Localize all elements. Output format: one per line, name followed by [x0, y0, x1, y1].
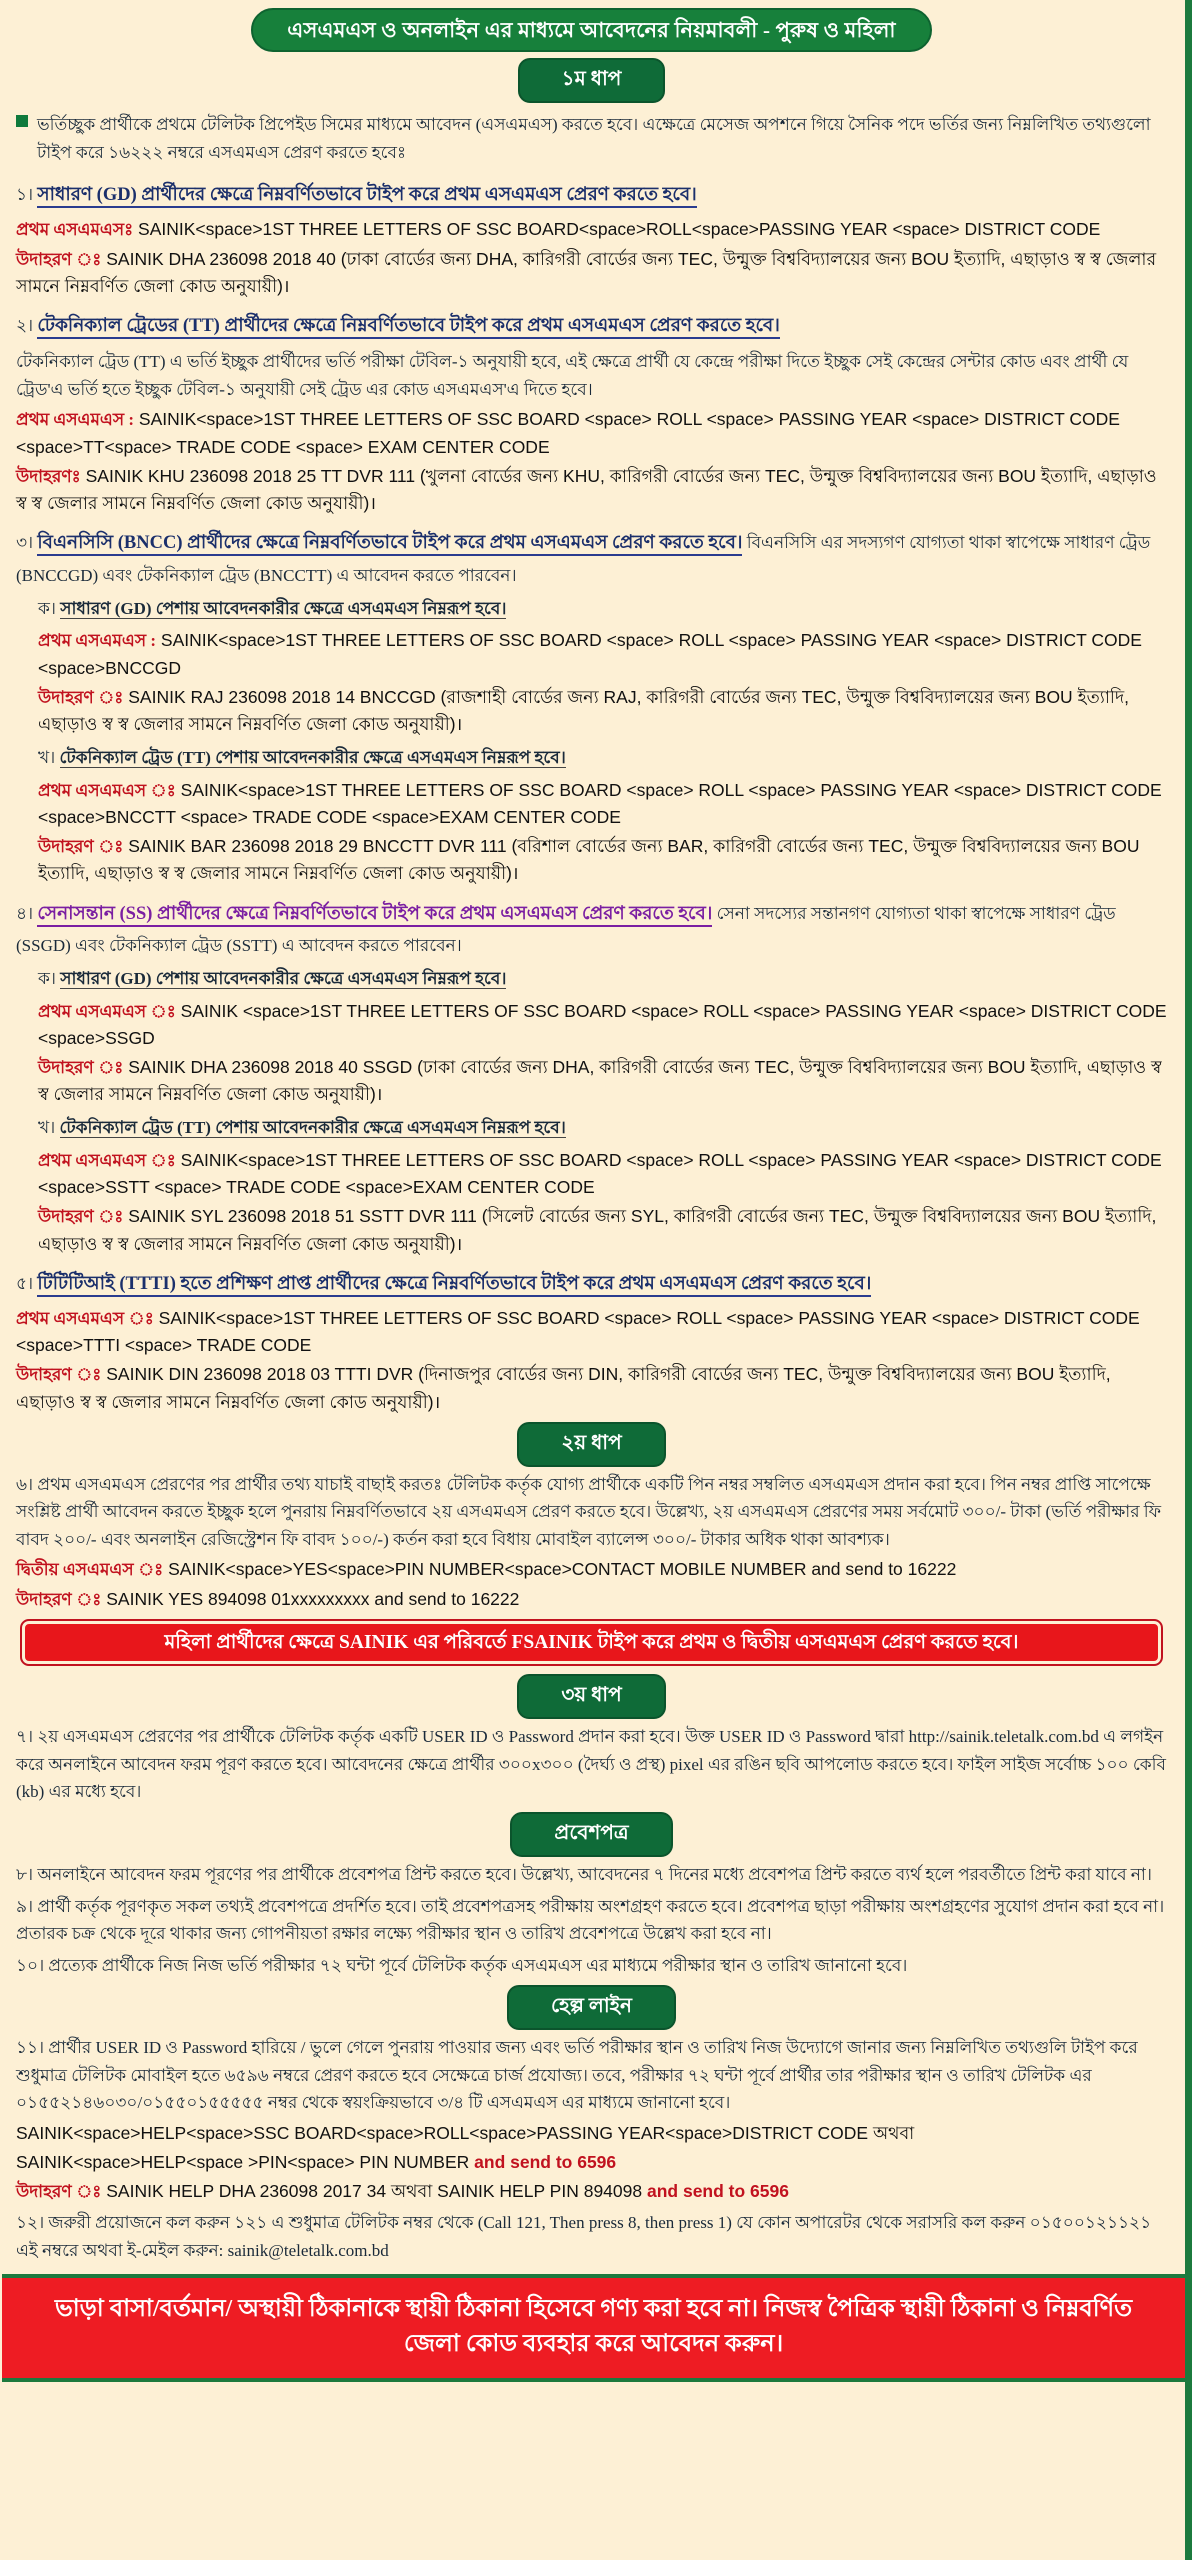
ss-tt-headline: [38, 1112, 1167, 1144]
section-gd-number: ১।: [16, 185, 34, 205]
section-tt-note: টেকনিক্যাল ট্রেড (TT) এ ভর্তি ইচ্ছুক প্রার্থীদের ভর্তি পরীক্ষা টেবিল-১ অনুযায়ী হবে, এই ক্ষেত্রে প্রার্থী যে কেন্দ্রে পরীক্ষা দিতে ইচ্ছুক সেই কেন্দ্রের সেন্টার কোড এবং প্রার্থী যে ট্রেড'এ ভর্তি হতে ইচ্ছুক টেবিল-১ অনুযায়ী সেই ট্রেড এর কোড এসএমএস'এ দিতে হবে।: [16, 352, 1129, 399]
section-ttti-heading: টিটিটিআই (TTTI) হতে প্রশিক্ষণ প্রাপ্ত প্রার্থীদের ক্ষেত্রে নিম্নবর্ণিতভাবে টাইপ করে প্রথম এসএমএস প্রেরণ করতে হবে।: [37, 1274, 871, 1297]
step2-item6: ৬। প্রথম এসএমএস প্রেরণের পর প্রার্থীর তথ্য যাচাই বাছাই করতঃ টেলিটক কর্তৃক যোগ্য প্রার্থীকে একটি পিন নম্বর সম্বলিত এসএমএস প্রদান করা হবে। পিন নম্বর প্রাপ্তি সাপেক্ষে সংশ্লিষ্ট প্রার্থী আবেদন করতে ইচ্ছুক হলে পুনরায় নিম্নবর্ণিতভাবে ২য় এসএমএস প্রেরণ করতে হবে। উল্লেখ্য, ২য় এসএমএস প্রেরণের সময় সর্বমোট ৩০০/- টাকা (ভর্তি পরীক্ষার ফি বাবদ ২০০/- এবং অনলাইন রেজিস্ট্রেশন ফি বাবদ ১০০/-) কর্তন করা হবে বিধায় মোবাইল ব্যালেন্স ৩০০/- টাকার অধিক থাকা আবশ্যক।: [16, 1474, 1162, 1549]
section-gd-sms-line: [16, 216, 1167, 243]
section-ttti-headline: [16, 1267, 1167, 1302]
section-tt-sms-label: প্রথম এসএমএস: [16, 410, 125, 430]
ss-tt-sms-format: SAINIK<space>1ST THREE LETTERS OF SSC BOARD <space> ROLL <space> PASSING YEAR <space> DISTRICT CODE <space>SSTT <space> TRADE CODE <space>EXAM CENTER CODE: [38, 1149, 1162, 1198]
admit-item8: ৮। অনলাইনে আবেদন ফরম পূরণের পর প্রার্থীকে প্রবেশপত্র প্রিন্ট করতে হবে। উল্লেখ্য, আবেদনের ৭ দিনের মধ্যে প্রবেশপত্র প্রিন্ট করতে ব্যর্থ হলে পরবর্তীতে প্রিন্ট করা যাবে না।: [16, 1864, 1152, 1884]
step3-pill-wrap: [16, 1674, 1167, 1719]
section-ss-number: ৪।: [16, 903, 34, 923]
ss-gd-sms-line: প্রথম এসএমএস ঃ SAINIK <space>1ST THREE LETTERS OF SSC BOARD <space> ROLL <space> PASSING YEAR <space> DISTRICT CODE <space>SSGD: [38, 1000, 1167, 1048]
step2-example-line: উদাহরণ ঃ SAINIK YES 894098 01xxxxxxxxx and send to 16222: [16, 1588, 520, 1609]
section-tt-heading: টেকনিক্যাল ট্রেডের (TT) প্রার্থীদের ক্ষেত্রে নিম্নবর্ণিতভাবে টাইপ করে প্রথম এসএমএস প্রেরণ করতে হবে।: [37, 316, 779, 339]
step3-item7: ৭। ২য় এসএমএস প্রেরণের পর প্রার্থীকে টেলিটক কর্তৃক একটি USER ID ও Password প্রদান করা হবে। উক্ত USER ID ও Password দ্বারা http://sainik.teletalk.com.bd এ লগইন করে অনলাইনে আবেদন ফরম পূরণ করতে হবে। আবেদনের ক্ষেত্রে প্রার্থীর ৩০০x৩০০ (দৈর্ঘ্য ও প্রস্থ) pixel এর রঙিন ছবি আপলোড করতে হবে। ফাইল সাইজ সর্বোচ্চ ১০০ কেবি (kb) এর মধ্যে হবে।: [16, 1727, 1166, 1802]
ss-gd-sms-label: প্রথম এসএমএস: [38, 1001, 147, 1021]
bncc-tt-example-label: উদাহরণ: [38, 837, 94, 857]
intro-text: ভর্তিচ্ছুক প্রার্থীকে প্রথমে টেলিটক প্রিপেইড সিমের মাধ্যমে আবেদন (এসএমএস) করতে হবে। এক্ষেত্রে মেসেজ অপশনে গিয়ে সৈনিক পদে ভর্তির জন্য নিম্নলিখিত তথ্যগুলো টাইপ করে ১৬২২২ নম্বরে এসএমএস প্রেরণ করতে হবেঃ: [37, 115, 1151, 162]
section-gd-heading: সাধারণ (GD) প্রার্থীদের ক্ষেত্রে নিম্নবর্ণিতভাবে টাইপ করে প্রথম এসএমএস প্রেরণ করতে হবে।: [37, 185, 696, 208]
ss-tt-heading: টেকনিক্যাল ট্রেড (TT) পেশায় আবেদনকারীর ক্ষেত্রে এসএমএস নিম্নরূপ হবে।: [59, 1118, 566, 1138]
female-candidate-banner: মহিলা প্রার্থীদের ক্ষেত্রে SAINIK এর পরিবর্তে FSAINIK টাইপ করে প্রথম ও দ্বিতীয় এসএমএস প্রেরণ করতে হবে।: [22, 1621, 1161, 1664]
section-ttti-example: SAINIK DIN 236098 2018 03 TTTI DVR (দিনাজপুর বোর্ডের জন্য DIN, কারিগরী বোর্ডের জন্য TEC, উন্মুক্ত বিশ্ববিদ্যালয়ের জন্য BOU ইত্যাদি, এছাড়াও স্ব স্ব জেলার সামনে নিম্নবর্ণিত জেলা কোড অনুযায়ী)।: [16, 1364, 1111, 1412]
bncc-gd-sms-label: প্রথম এসএমএস: [38, 631, 147, 651]
section-tt-example-label: উদাহরণঃ: [16, 466, 81, 486]
step2-example-label: উদাহরণ: [16, 1589, 72, 1609]
helpline-example-line: [16, 2178, 1167, 2205]
section-tt-number: ২।: [16, 316, 34, 336]
bncc-gd-headline: [38, 593, 1167, 625]
ss-tt-sms-line: প্রথম এসএমএস ঃ SAINIK<space>1ST THREE LETTERS OF SSC BOARD <space> ROLL <space> PASSING YEAR <space> DISTRICT CODE <space>SSTT <space> TRADE CODE <space>EXAM CENTER CODE: [38, 1149, 1162, 1198]
title-banner-wrap: [16, 8, 1167, 52]
ss-tt-sms-label: প্রথম এসএমএস: [38, 1150, 147, 1170]
ss-tt-label: খ।: [38, 1118, 56, 1138]
ss-gd-sms-format: SAINIK <space>1ST THREE LETTERS OF SSC BOARD <space> ROLL <space> PASSING YEAR <space> DISTRICT CODE <space>SSGD: [38, 1000, 1167, 1048]
bncc-tt-example: SAINIK BAR 236098 2018 29 BNCCTT DVR 111 (বরিশাল বোর্ডের জন্য BAR, কারিগরী বোর্ডের জন্য TEC, উন্মুক্ত বিশ্ববিদ্যালয়ের জন্য BOU ইত্যাদি, এছাড়াও স্ব স্ব জেলার সামনে নিম্নবর্ণিত জেলা কোড অনুযায়ী)।: [38, 836, 1140, 884]
section-bncc-sub-tt: [38, 742, 1167, 887]
step1-pill-wrap: [16, 58, 1167, 103]
section-ttti-example-line: উদাহরণ ঃ SAINIK DIN 236098 2018 03 TTTI DVR (দিনাজপুর বোর্ডের জন্য DIN, কারিগরী বোর্ডের জন্য TEC, উন্মুক্ত বিশ্ববিদ্যালয়ের জন্য BOU ইত্যাদি, এছাড়াও স্ব স্ব জেলার সামনে নিম্নবর্ণিত জেলা কোড অনুযায়ী)।: [16, 1364, 1111, 1412]
bncc-gd-heading: সাধারণ (GD) পেশায় আবেদনকারীর ক্ষেত্রে এসএমএস নিম্নরূপ হবে।: [60, 599, 507, 619]
section-tt-headline: [16, 309, 1167, 344]
admit-item10: ১০। প্রত্যেক প্রার্থীকে নিজ নিজ ভর্তি পরীক্ষার ৭২ ঘন্টা পূর্বে টেলিটক কর্তৃক এসএমএস এর মাধ্যমে পরীক্ষার স্থান ও তারিখ জানানো হবে।: [16, 1955, 908, 1975]
ss-gd-example-line: উদাহরণ ঃ SAINIK DHA 236098 2018 40 SSGD (ঢাকা বোর্ডের জন্য DHA, কারিগরী বোর্ডের জন্য TEC, উন্মুক্ত বিশ্ববিদ্যালয়ের জন্য BOU ইত্যাদি, এছাড়াও স্ব স্ব জেলার সামনে নিম্নবর্ণিত জেলা কোড অনুযায়ী)।: [38, 1056, 1162, 1105]
helpline-example-send: and send to 6596: [646, 2180, 789, 2201]
helpline-format1-line: [16, 2120, 1167, 2147]
section-ss: [16, 897, 1167, 1258]
section-tt: [16, 309, 1167, 517]
helpline-example-a: SAINIK HELP DHA 236098 2017 34: [106, 2180, 387, 2201]
helpline-format1-or: অথবা: [872, 2122, 915, 2143]
section-gd-example: SAINIK DHA 236098 2018 40 (ঢাকা বোর্ডের জন্য DHA, কারিগরী বোর্ডের জন্য TEC, উন্মুক্ত বিশ্ববিদ্যালয়ের জন্য BOU ইত্যাদি, এছাড়াও স্ব স্ব জেলার সামনে নিম্নবর্ণিত জেলা কোড অনুযায়ী)।: [16, 248, 1157, 297]
section-gd-example-label: উদাহরণ: [16, 249, 72, 269]
ss-gd-label: ক।: [38, 969, 56, 989]
section-ttti-sms-format: SAINIK<space>1ST THREE LETTERS OF SSC BOARD <space> ROLL <space> PASSING YEAR <space> DISTRICT CODE <space>TTTI <space> TRADE CODE: [16, 1307, 1140, 1356]
footer-warning-banner: ভাড়া বাসা/বর্তমান/ অস্থায়ী ঠিকানাকে স্থায়ী ঠিকানা হিসেবে গণ্য করা হবে না। নিজস্ব পৈত্রিক স্থায়ী ঠিকানা ও নিম্নবর্ণিত জেলা কোড ব্যবহার করে আবেদন করুন।: [2, 2274, 1185, 2382]
bncc-tt-sms-format: SAINIK<space>1ST THREE LETTERS OF SSC BOARD <space> ROLL <space> PASSING YEAR <space> DISTRICT CODE <space>BNCCTT <space> TRADE CODE <space>EXAM CENTER CODE: [38, 779, 1162, 827]
helpline-item11: ১১। প্রার্থীর USER ID ও Password হারিয়ে / ভুলে গেলে পুনরায় পাওয়ার জন্য এবং ভর্তি পরীক্ষার স্থান ও তারিখ নিজ উদ্যোগে জানার জন্য নিম্নলিখিত তথ্যগুলি টাইপ করে শুধুমাত্র টেলিটক মোবাইল হতে ৬৫৯৬ নম্বরে প্রেরণ করতে হবে সেক্ষেত্রে চার্জ প্রযোজ্য। তবে, পরীক্ষার ৭২ ঘন্টা পূর্বে প্রার্থীর তার পরীক্ষার স্থান ও তারিখ টেলিটক এর ০১৫৫২১৪৬০৩০/০১৫৫০১৫৫৫৫৫ নম্বর থেকে স্বয়ংক্রিয়ভাবে ৩/৪ টি এসএমএস এর মাধ্যমে জানানো হবে।: [16, 2038, 1138, 2113]
bncc-tt-sms-label: প্রথম এসএমএস: [38, 780, 147, 800]
section-gd-sms-format: SAINIK<space>1ST THREE LETTERS OF SSC BOARD<space>ROLL<space>PASSING YEAR <space> DISTRICT CODE: [138, 219, 1101, 240]
page-title: এসএমএস ও অনলাইন এর মাধ্যমে আবেদনের নিয়মাবলী - পুরুষ ও মহিলা: [251, 8, 931, 52]
bncc-tt-heading: টেকনিক্যাল ট্রেড (TT) পেশায় আবেদনকারীর ক্ষেত্রে এসএমএস নিম্নরূপ হবে।: [59, 748, 566, 768]
section-gd-sms-label: প্রথম এসএমএস: [16, 220, 134, 240]
bncc-gd-example-line: উদাহরণ ঃ SAINIK RAJ 236098 2018 14 BNCCGD (রাজশাহী বোর্ডের জন্য RAJ, কারিগরী বোর্ডের জন্য TEC, উন্মুক্ত বিশ্ববিদ্যালয়ের জন্য BOU ইত্যাদি, এছাড়াও স্ব স্ব জেলার সামনে নিম্নবর্ণিত জেলা কোড অনুযায়ী)।: [38, 686, 1129, 735]
section-ttti-sms-line: প্রথম এসএমএস ঃ SAINIK<space>1ST THREE LETTERS OF SSC BOARD <space> ROLL <space> PASSING YEAR <space> DISTRICT CODE <space>TTTI <space> TRADE CODE: [16, 1307, 1140, 1356]
helpline-example-or: অথবা: [390, 2180, 433, 2201]
section-tt-sms-line: প্রথম এসএমএস : SAINIK<space>1ST THREE LETTERS OF SSC BOARD <space> ROLL <space> PASSING YEAR <space> DISTRICT CODE <space>TT<space> TRADE CODE <space> EXAM CENTER CODE: [16, 409, 1120, 457]
section-ttti-example-label: উদাহরণ: [16, 1365, 72, 1385]
admit-card-pill-wrap: [16, 1812, 1167, 1857]
section-ss-sub-gd: [38, 963, 1167, 1108]
section-ttti-sms-label: প্রথম এসএমএস: [16, 1308, 125, 1328]
section-ss-heading: সেনাসন্তান (SS) প্রার্থীদের ক্ষেত্রে নিম্নবর্ণিতভাবে টাইপ করে প্রথম এসএমএস প্রেরণ করতে হবে।: [37, 904, 712, 927]
intro-bullet-row: [16, 107, 1167, 169]
helpline-item12: ১২। জরুরী প্রয়োজনে কল করুন ১২১ এ শুধুমাত্র টেলিটক নম্বর থেকে (Call 121, Then press 8, then press 1) যে কোন অপারেটর থেকে সরাসরি কল করুন ০১৫০০১২১১২১ এই নম্বরে অথবা ই-মেইল করুন: sainik@teletalk.com.bd: [16, 2213, 1152, 2260]
helpline-format2-line: [16, 2149, 1167, 2176]
helpline-pill-wrap: [16, 1985, 1167, 2030]
section-ttti: [16, 1267, 1167, 1416]
helpline-format1: SAINIK<space>HELP<space>SSC BOARD<space>ROLL<space>PASSING YEAR<space>DISTRICT CODE: [16, 2122, 869, 2143]
step-3-badge: ৩য় ধাপ: [517, 1674, 665, 1719]
bncc-tt-label: খ।: [38, 748, 56, 768]
admit-card-badge: প্রবেশপত্র: [510, 1812, 672, 1857]
ss-gd-example: SAINIK DHA 236098 2018 40 SSGD (ঢাকা বোর্ডের জন্য DHA, কারিগরী বোর্ডের জন্য TEC, উন্মুক্ত বিশ্ববিদ্যালয়ের জন্য BOU ইত্যাদি, এছাড়াও স্ব স্ব জেলার সামনে নিম্নবর্ণিত জেলা কোড অনুযায়ী)।: [38, 1056, 1162, 1105]
section-gd-headline: [16, 178, 1167, 213]
admit-item9: ৯। প্রার্থী কর্তৃক পূরণকৃত সকল তথ্যই প্রবেশপত্রে প্রদর্শিত হবে। তাই প্রবেশপত্রসহ পরীক্ষায় অংশগ্রহণ করতে হবে। প্রবেশপত্র ছাড়া পরীক্ষায় অংশগ্রহণের সুযোগ প্রদান করা হবে না। প্রতারক চক্র থেকে দূরে থাকার জন্য গোপনীয়তা রক্ষার লক্ষ্যে পরীক্ষার স্থান ও তারিখ প্রবেশপত্রে উল্লেখ করা হবে না।: [16, 1896, 1165, 1944]
bncc-tt-example-line: উদাহরণ ঃ SAINIK BAR 236098 2018 29 BNCCTT DVR 111 (বরিশাল বোর্ডের জন্য BAR, কারিগরী বোর্ডের জন্য TEC, উন্মুক্ত বিশ্ববিদ্যালয়ের জন্য BOU ইত্যাদি, এছাড়াও স্ব স্ব জেলার সামনে নিম্নবর্ণিত জেলা কোড অনুযায়ী)।: [38, 836, 1140, 884]
helpline-badge: হেল্প লাইন: [507, 1985, 676, 2030]
step-2-badge: ২য় ধাপ: [517, 1422, 665, 1467]
ss-gd-heading: সাধারণ (GD) পেশায় আবেদনকারীর ক্ষেত্রে এসএমএস নিম্নরূপ হবে।: [60, 969, 507, 989]
bncc-gd-label: ক।: [38, 599, 56, 619]
bncc-gd-sms-format: SAINIK<space>1ST THREE LETTERS OF SSC BOARD <space> ROLL <space> PASSING YEAR <space> DISTRICT CODE <space>BNCCGD: [38, 630, 1142, 678]
ss-gd-headline: [38, 963, 1167, 995]
step2-pill-wrap: [16, 1422, 1167, 1467]
section-ss-headline: [16, 897, 1167, 960]
section-bncc-heading: বিএনসিসি (BNCC) প্রার্থীদের ক্ষেত্রে নিম্নবর্ণিতভাবে টাইপ করে প্রথম এসএমএস প্রেরণ করতে হবে।: [37, 533, 742, 556]
square-bullet-icon: [16, 115, 28, 127]
bncc-tt-sms-line: প্রথম এসএমএস ঃ SAINIK<space>1ST THREE LETTERS OF SSC BOARD <space> ROLL <space> PASSING YEAR <space> DISTRICT CODE <space>BNCCTT <space> TRADE CODE <space>EXAM CENTER CODE: [38, 779, 1162, 827]
bncc-gd-example-label: উদাহরণ: [38, 687, 94, 707]
section-bncc-number: ৩।: [16, 533, 34, 553]
step2-example: SAINIK YES 894098 01xxxxxxxxx and send to 16222: [106, 1588, 520, 1609]
section-gd-example-line: উদাহরণ ঃ SAINIK DHA 236098 2018 40 (ঢাকা বোর্ডের জন্য DHA, কারিগরী বোর্ডের জন্য TEC, উন্মুক্ত বিশ্ববিদ্যালয়ের জন্য BOU ইত্যাদি, এছাড়াও স্ব স্ব জেলার সামনে নিম্নবর্ণিত জেলা কোড অনুযায়ী)।: [16, 248, 1157, 297]
section-tt-sms-format: SAINIK<space>1ST THREE LETTERS OF SSC BOARD <space> ROLL <space> PASSING YEAR <space> DISTRICT CODE <space>TT<space> TRADE CODE <space> EXAM CENTER CODE: [16, 409, 1120, 457]
helpline-format2: SAINIK<space>HELP<space >PIN<space> PIN NUMBER: [16, 2151, 470, 2172]
section-bncc-sub-gd: [38, 593, 1167, 738]
helpline-format2-send: and send to 6596: [474, 2151, 617, 2172]
ss-tt-example-line: উদাহরণ ঃ SAINIK SYL 236098 2018 51 SSTT DVR 111 (সিলেট বোর্ডের জন্য SYL, কারিগরী বোর্ডের জন্য TEC, উন্মুক্ত বিশ্ববিদ্যালয়ের জন্য BOU ইত্যাদি, এছাড়াও স্ব স্ব জেলার সামনে নিম্নবর্ণিত জেলা কোড অনুযায়ী)।: [38, 1206, 1157, 1254]
bncc-gd-example: SAINIK RAJ 236098 2018 14 BNCCGD (রাজশাহী বোর্ডের জন্য RAJ, কারিগরী বোর্ডের জন্য TEC, উন্মুক্ত বিশ্ববিদ্যালয়ের জন্য BOU ইত্যাদি, এছাড়াও স্ব স্ব জেলার সামনে নিম্নবর্ণিত জেলা কোড অনুযায়ী)।: [38, 686, 1129, 735]
helpline-example-label: উদাহরণ ঃ: [16, 2181, 102, 2201]
section-tt-example-line: [16, 463, 1167, 517]
ss-tt-example-label: উদাহরণ: [38, 1207, 94, 1227]
ss-tt-example: SAINIK SYL 236098 2018 51 SSTT DVR 111 (সিলেট বোর্ডের জন্য SYL, কারিগরী বোর্ডের জন্য TEC, উন্মুক্ত বিশ্ববিদ্যালয়ের জন্য BOU ইত্যাদি, এছাড়াও স্ব স্ব জেলার সামনে নিম্নবর্ণিত জেলা কোড অনুযায়ী)।: [38, 1206, 1157, 1254]
section-bncc: [16, 526, 1167, 887]
second-sms-format: SAINIK<space>YES<space>PIN NUMBER<space>CONTACT MOBILE NUMBER and send to 16222: [168, 1559, 957, 1580]
section-ss-tail: সেনা সদস্যের সন্তানগণ যোগ্যতা থাকা স্বাপেক্ষে সাধারণ ট্রেড (SSGD) এবং টেকনিক্যাল ট্রেড (SSTT) এ আবেদন করতে পারবেন।: [16, 903, 1116, 955]
second-sms-label: দ্বিতীয় এসএমএস: [16, 1560, 134, 1580]
step-1-badge: ১ম ধাপ: [518, 58, 666, 103]
section-bncc-tail: বিএনসিসি এর সদস্যগণ যোগ্যতা থাকা স্বাপেক্ষে সাধারণ ট্রেড (BNCCGD) এবং টেকনিক্যাল ট্রেড (BNCCTT) এ আবেদন করতে পারবেন।: [16, 533, 1151, 585]
section-ttti-number: ৫।: [16, 1273, 34, 1293]
bncc-tt-headline: [38, 742, 1167, 774]
section-tt-example: SAINIK KHU 236098 2018 25 TT DVR 111 (খুলনা বোর্ডের জন্য KHU, কারিগরী বোর্ডের জন্য TEC, উন্মুক্ত বিশ্ববিদ্যালয়ের জন্য BOU ইত্যাদি, এছাড়াও স্ব স্ব জেলার সামনে নিম্নবর্ণিত জেলা কোড অনুযায়ী)।: [16, 465, 1157, 514]
step2-second-sms-line: দ্বিতীয় এসএমএস ঃ SAINIK<space>YES<space>PIN NUMBER<space>CONTACT MOBILE NUMBER and send to 16222: [16, 1559, 957, 1580]
section-gd: [16, 178, 1167, 300]
bncc-gd-sms-line: প্রথম এসএমএস : SAINIK<space>1ST THREE LETTERS OF SSC BOARD <space> ROLL <space> PASSING YEAR <space> DISTRICT CODE <space>BNCCGD: [38, 630, 1142, 678]
section-bncc-headline: [16, 526, 1167, 589]
section-ss-sub-tt: [38, 1112, 1167, 1257]
helpline-example-b: SAINIK HELP PIN 894098: [437, 2180, 643, 2201]
ss-gd-example-label: উদাহরণ: [38, 1057, 94, 1077]
